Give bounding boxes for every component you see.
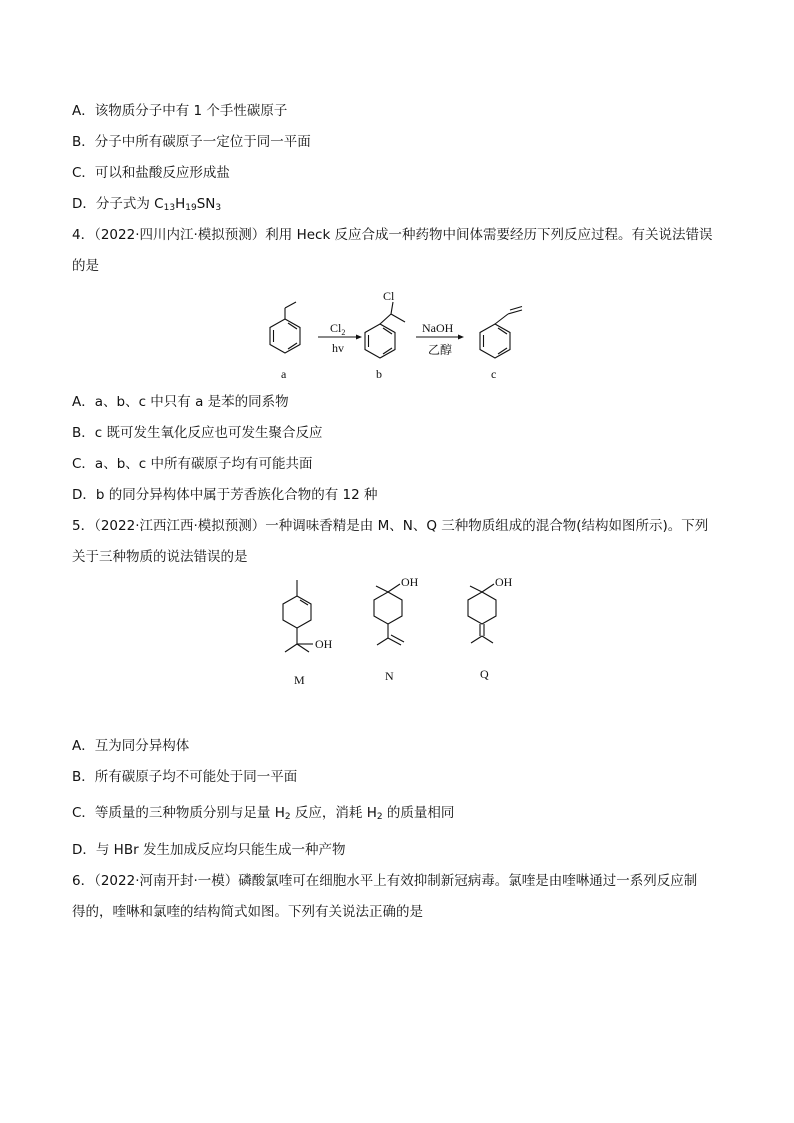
reagent-hv: hv <box>332 341 344 355</box>
compound-b-cl: Cl <box>383 289 395 303</box>
q3-option-d-sn: SN <box>196 196 216 212</box>
q5-stem-line1: 5．（2022·江西江西·模拟预测）一种调味香精是由 M、N、Q 三种物质组成的混合物(结构如图所示)。下列 <box>72 518 709 534</box>
q3-option-d <box>72 195 221 217</box>
q5-option-c-text2: 反应，消耗 H <box>290 805 377 821</box>
reagent-ethanol: 乙醇 <box>428 343 453 357</box>
q5-option-c-sub1: 2 <box>284 812 291 822</box>
compound-m-structure <box>283 580 313 652</box>
q3-option-c: C．可以和盐酸反应形成盐 <box>72 165 230 181</box>
q5-option-c-text3: 的质量相同 <box>382 805 455 821</box>
q3-option-a: A．该物质分子中有 1 个手性碳原子 <box>72 103 288 119</box>
q5-option-a: A．互为同分异构体 <box>72 738 190 754</box>
q3-option-b: B．分子中所有碳原子一定位于同一平面 <box>72 134 311 150</box>
reagent-cl2: $Cl_2$ <box>330 321 346 337</box>
q4-option-d: D．b 的同分异构体中属于芳香族化合物的有 12 种 <box>72 487 378 503</box>
q4-option-c: C．a、b、c 中所有碳原子均有可能共面 <box>72 456 313 472</box>
q6-stem-line1: 6．（2022·河南开封·一模）磷酸氯喹可在细胞水平上有效抑制新冠病毒。氯喹是由喹啉通过一系列反应制 <box>72 873 698 889</box>
q5-option-b: B．所有碳原子均不可能处于同一平面 <box>72 769 298 785</box>
q3-option-d-sub-h: 19 <box>185 203 197 213</box>
q5-option-c <box>72 804 454 826</box>
q-oh: OH <box>495 575 513 589</box>
label-b: b <box>376 367 382 381</box>
q6-stem-line2: 得的，喹啉和氯喹的结构简式如图。下列有关说法正确的是 <box>72 904 423 920</box>
q4-option-a: A．a、b、c 中只有 a 是苯的同系物 <box>72 394 289 410</box>
label-c: c <box>491 367 497 381</box>
compound-b-structure <box>365 302 405 358</box>
compound-a-structure <box>270 302 300 353</box>
label-m: M <box>294 673 305 687</box>
q4-option-b: B．c 既可发生氧化反应也可发生聚合反应 <box>72 425 323 441</box>
n-oh: OH <box>401 575 419 589</box>
q4-stem-line2: 的是 <box>72 258 99 274</box>
compound-n-structure <box>374 584 404 645</box>
reaction-arrow-2 <box>416 335 464 340</box>
q5-stem-line2: 关于三种物质的说法错误的是 <box>72 549 248 565</box>
q5-option-c-text1: C．等质量的三种物质分别与足量 H <box>72 805 285 821</box>
q3-option-d-sub-n: 3 <box>215 203 222 213</box>
q3-option-d-sub-c: 13 <box>163 203 176 213</box>
q4-reaction-scheme <box>250 282 550 384</box>
q5-structures-figure <box>255 572 545 694</box>
reagent-naoh: NaOH <box>422 321 454 335</box>
q5-option-c-sub2: 2 <box>376 812 383 822</box>
compound-c-structure <box>480 307 522 359</box>
label-n: N <box>385 669 394 683</box>
q4-stem-line1: 4．（2022·四川内江·模拟预测）利用 Heck 反应合成一种药物中间体需要经历下列反应过程。有关说法错误 <box>72 227 713 243</box>
q3-option-d-h: H <box>175 196 186 212</box>
q5-option-d: D．与 HBr 发生加成反应均只能生成一种产物 <box>72 842 346 858</box>
q3-option-d-text: D．分子式为 C <box>72 196 164 212</box>
compound-q-structure <box>468 584 496 643</box>
reaction-arrow-1 <box>318 335 362 340</box>
label-q: Q <box>480 667 489 681</box>
label-a: a <box>281 367 287 381</box>
m-oh: OH <box>315 637 333 651</box>
